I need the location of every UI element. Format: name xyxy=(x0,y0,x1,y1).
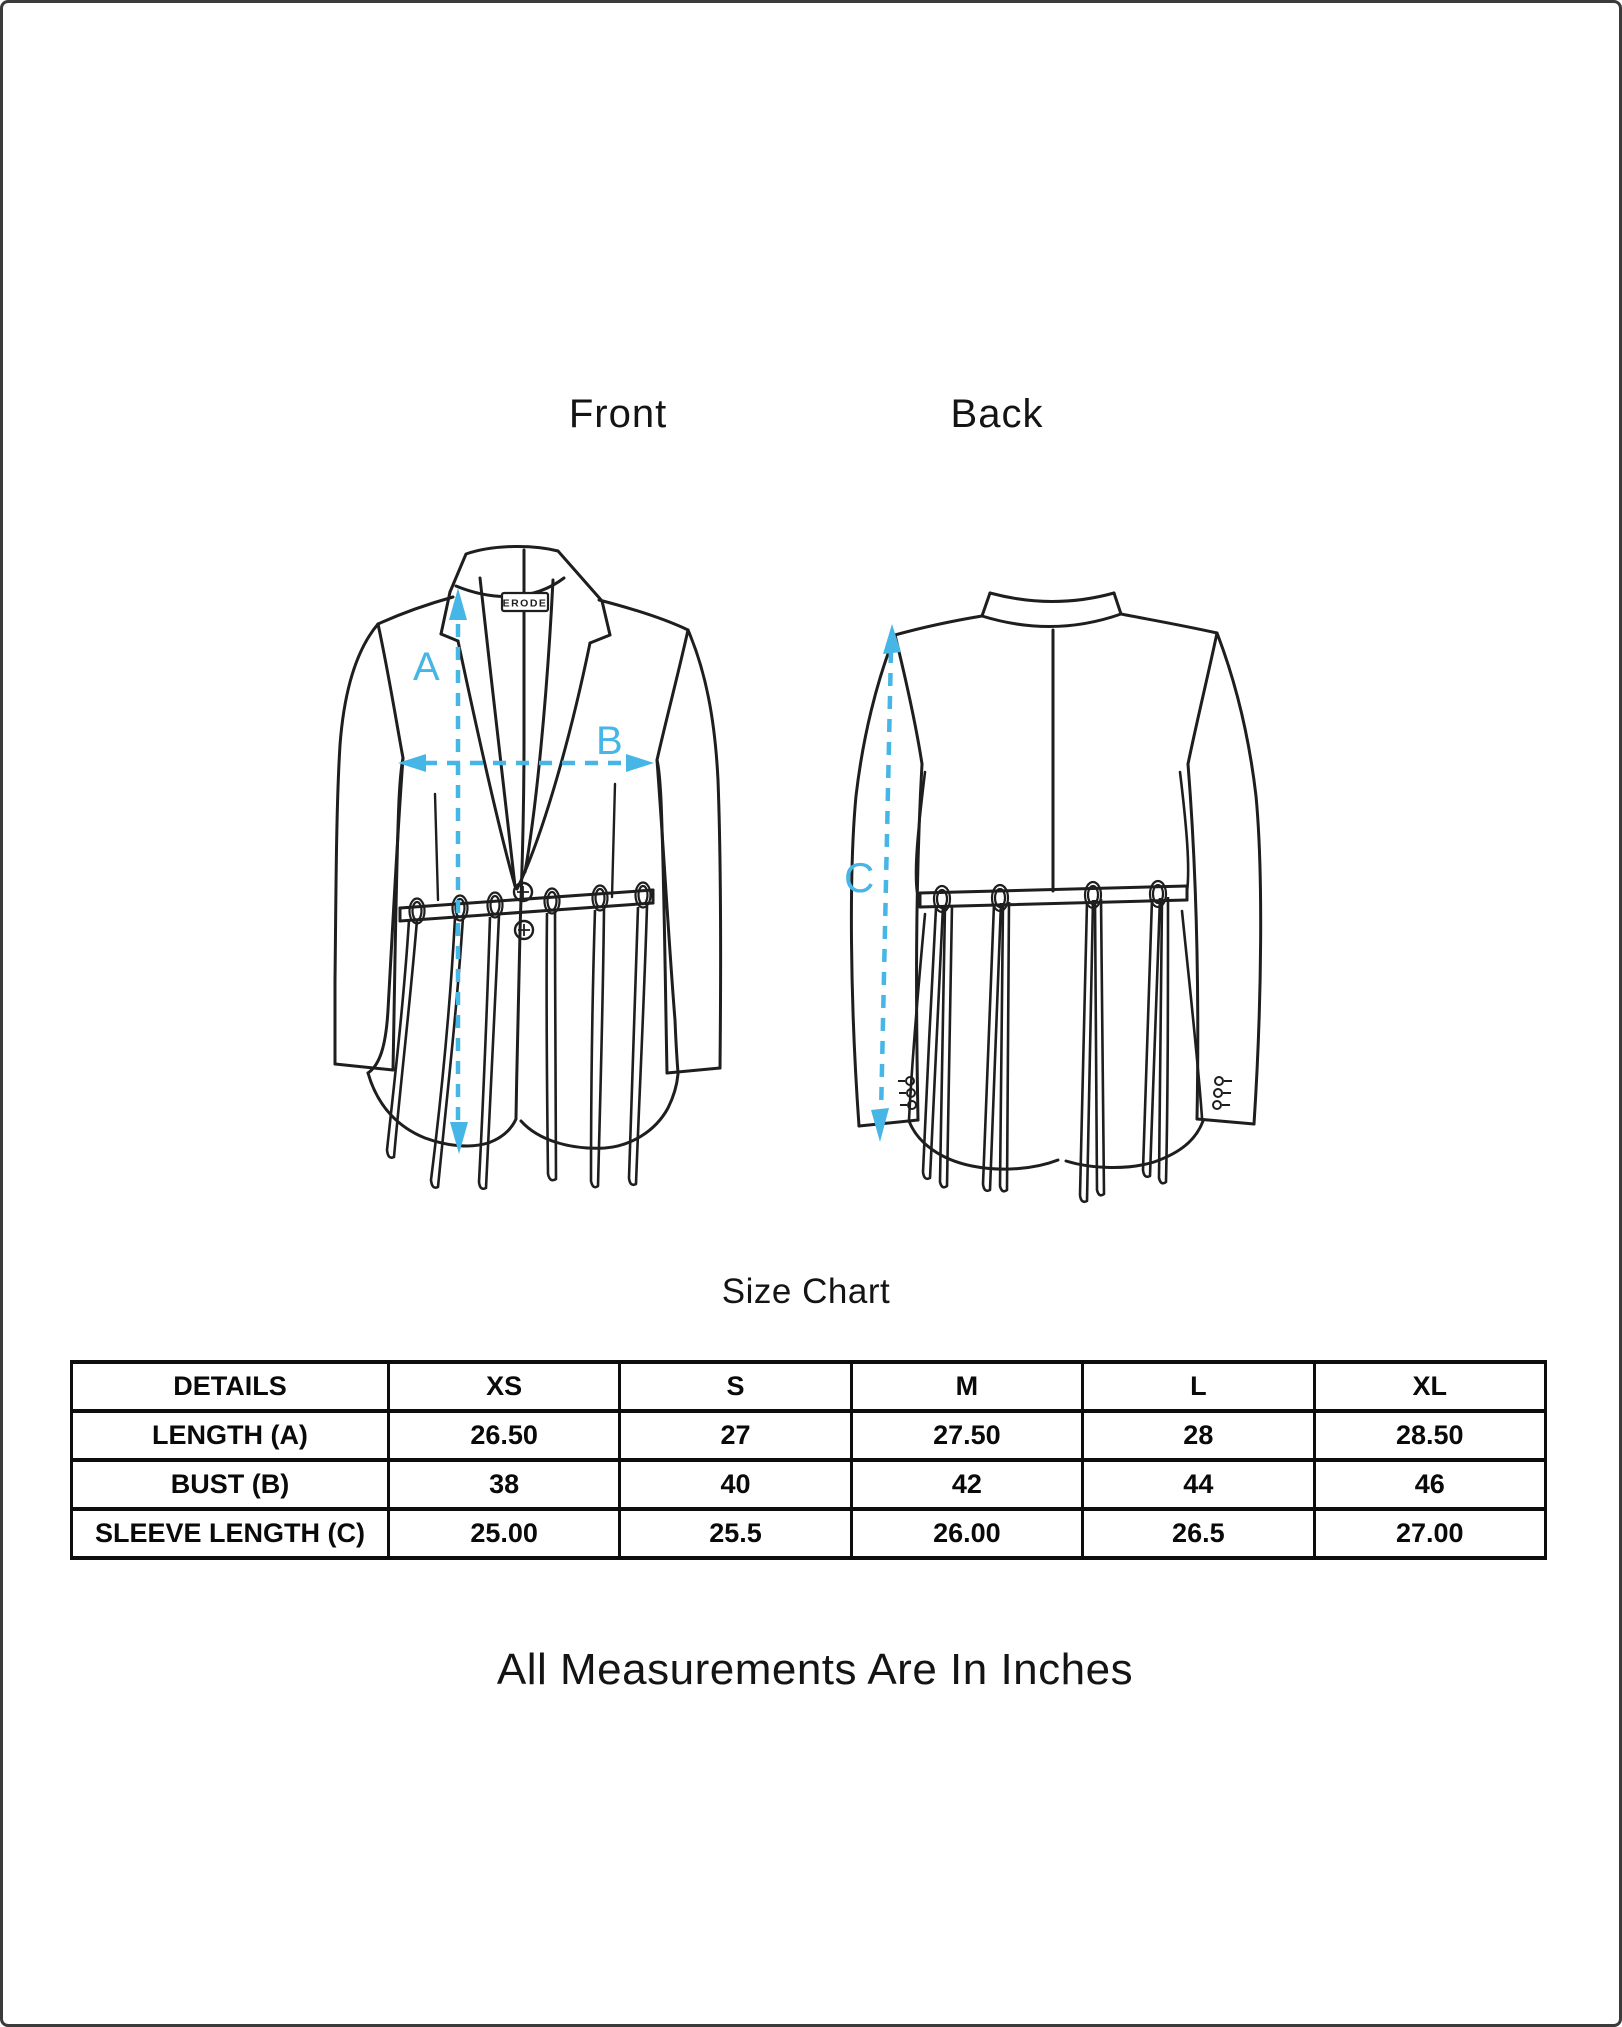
bust-m: 42 xyxy=(851,1460,1082,1509)
measurement-line-b xyxy=(398,719,654,772)
arrow-down-icon xyxy=(450,1122,468,1154)
front-view-label: Front xyxy=(568,392,668,436)
row-label-length: LENGTH (A) xyxy=(72,1411,389,1460)
arrow-up-icon xyxy=(883,624,901,654)
table-row-bust xyxy=(72,1460,1546,1509)
brand-label xyxy=(502,593,548,611)
sleeve-l: 26.5 xyxy=(1083,1509,1314,1558)
marker-c-letter: C xyxy=(844,854,875,901)
col-header-details: DETAILS xyxy=(72,1362,389,1411)
bust-l: 44 xyxy=(1083,1460,1314,1509)
size-chart-title: Size Chart xyxy=(721,1272,891,1311)
length-l: 28 xyxy=(1083,1411,1314,1460)
row-label-sleeve-length: SLEEVE LENGTH (C) xyxy=(72,1509,389,1558)
back-view-diagram xyxy=(830,540,1310,1240)
bust-s: 40 xyxy=(620,1460,851,1509)
bust-xs: 38 xyxy=(388,1460,619,1509)
front-view-diagram xyxy=(300,540,780,1240)
marker-b-letter: B xyxy=(596,719,623,763)
length-m: 27.50 xyxy=(851,1411,1082,1460)
arrow-right-icon xyxy=(626,754,654,772)
back-belt-loops xyxy=(934,881,1166,912)
length-xl: 28.50 xyxy=(1314,1411,1545,1460)
bust-xl: 46 xyxy=(1314,1460,1545,1509)
front-jacket-outline xyxy=(335,546,721,1148)
arrow-up-icon xyxy=(449,588,467,620)
marker-a-letter: A xyxy=(413,645,440,689)
sleeve-xs: 25.00 xyxy=(388,1509,619,1558)
brand-label-text: ERODE xyxy=(502,597,548,610)
col-header-xs: XS xyxy=(388,1362,619,1411)
col-header-m: M xyxy=(851,1362,1082,1411)
size-table-header-row xyxy=(72,1362,1546,1411)
back-fringes xyxy=(923,897,1168,1202)
size-table xyxy=(70,1360,1547,1560)
sleeve-m: 26.00 xyxy=(851,1509,1082,1558)
row-label-bust: BUST (B) xyxy=(72,1460,389,1509)
back-view-label: Back xyxy=(950,392,1044,436)
col-header-l: L xyxy=(1083,1362,1314,1411)
table-row-sleeve-length xyxy=(72,1509,1546,1558)
sleeve-s: 25.5 xyxy=(620,1509,851,1558)
length-xs: 26.50 xyxy=(388,1411,619,1460)
col-header-xl: XL xyxy=(1314,1362,1545,1411)
col-header-s: S xyxy=(620,1362,851,1411)
measurement-line-a xyxy=(413,588,468,1154)
sleeve-xl: 27.00 xyxy=(1314,1509,1545,1558)
measurements-footnote: All Measurements Are In Inches xyxy=(496,1645,1134,1694)
table-row-length xyxy=(72,1411,1546,1460)
length-s: 27 xyxy=(620,1411,851,1460)
